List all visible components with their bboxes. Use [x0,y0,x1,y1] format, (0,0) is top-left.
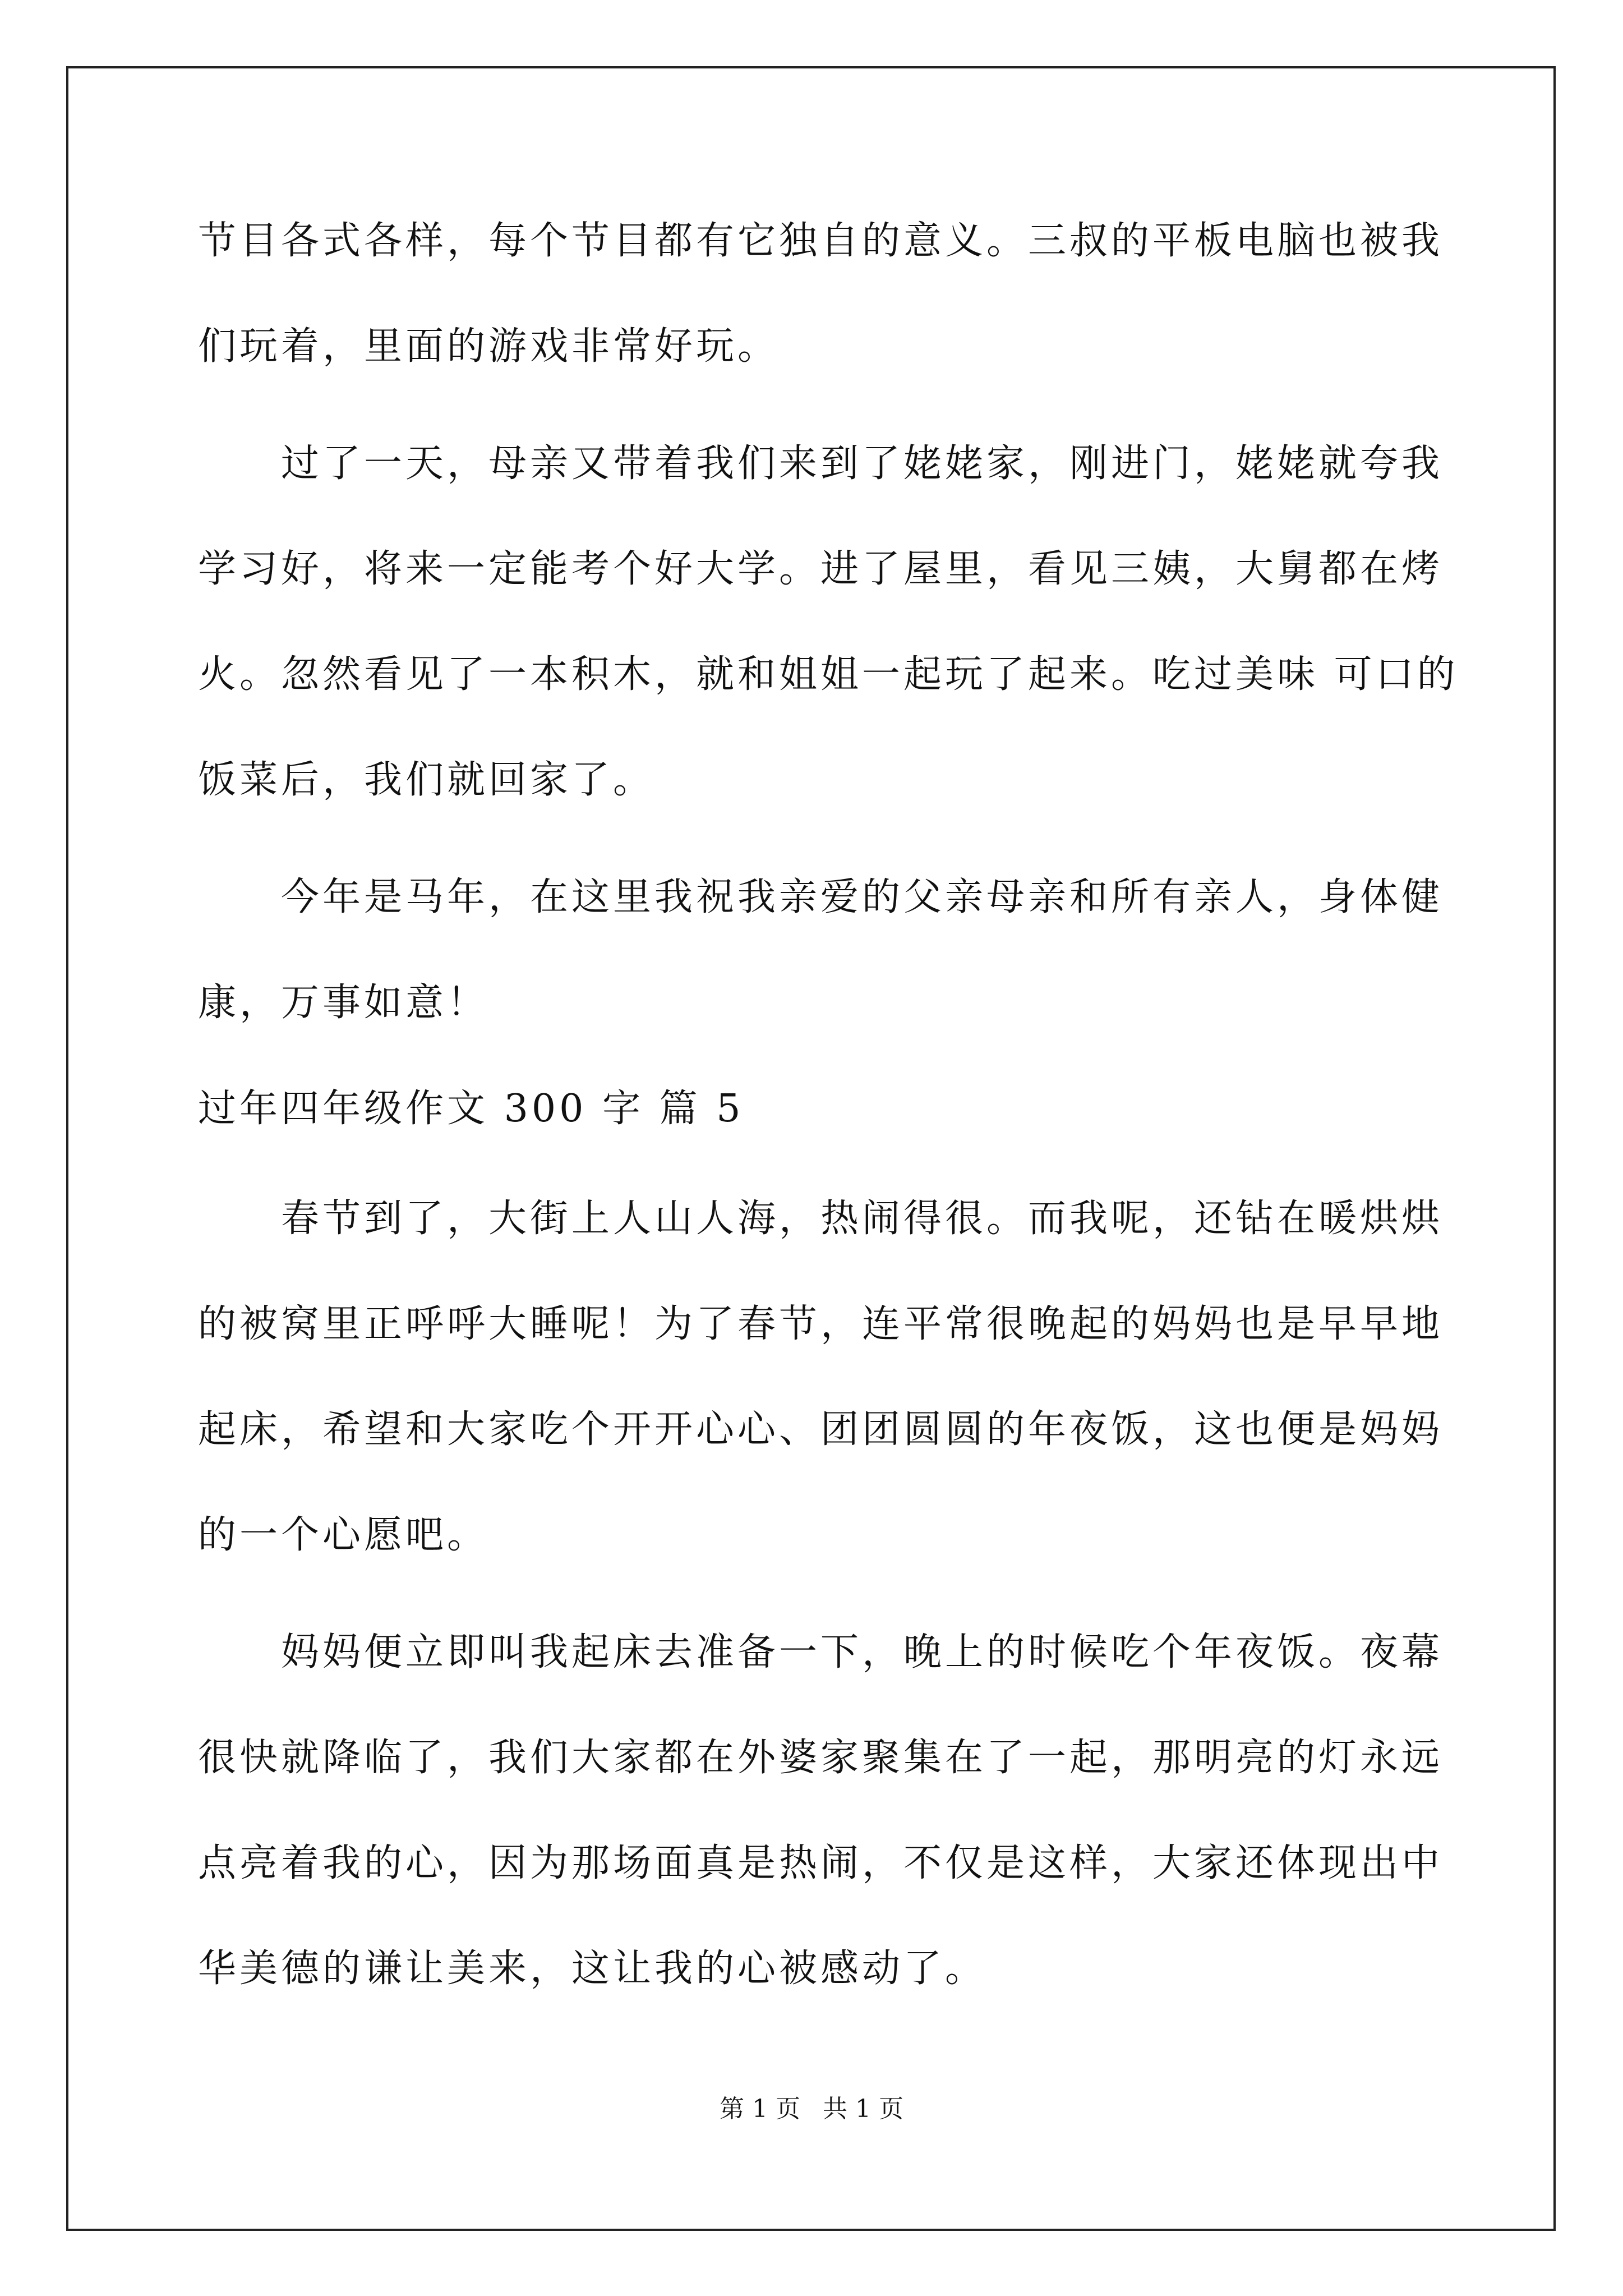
paragraph-line: 点亮着我的心，因为那场面真是热闹，不仅是这样，大家还体现出中 [198,1841,1444,1885]
paragraph-line: 学习好，将来一定能考个好大学。进了屋里，看见三姨，大舅都在烤 [198,547,1444,591]
paragraph-line: 春节到了，大街上人山人海，热闹得很。而我呢，还钻在暖烘烘 [281,1197,1444,1241]
paragraph-line: 火。忽然看见了一本积木，就和姐姐一起玩了起来。吃过美味 可口的 [198,652,1459,697]
section-title: 过年四年级作文 300 字 篇 5 [198,1087,744,1131]
page-footer [0,2092,1623,2126]
paragraph-line: 很快就降临了，我们大家都在外婆家聚集在了一起，那明亮的灯永远 [198,1736,1444,1780]
paragraph-line: 的一个心愿吧。 [198,1513,489,1557]
paragraph-line: 起床，希望和大家吃个开开心心、团团圆圆的年夜饭，这也便是妈妈 [198,1407,1444,1452]
page-number-total: 共 1 页 [823,2095,903,2123]
paragraph-line: 妈妈便立即叫我起床去准备一下，晚上的时候吃个年夜饭。夜幕 [281,1630,1444,1674]
paragraph-line: 们玩着，里面的游戏非常好玩。 [198,324,780,369]
page-border [66,66,1556,2231]
paragraph-line: 华美德的谦让美来，这让我的心被感动了。 [198,1947,987,1991]
paragraph-line: 节目各式各样，每个节目都有它独自的意义。三叔的平板电脑也被我 [198,219,1444,263]
paragraph-line: 饭菜后，我们就回家了。 [198,758,655,802]
paragraph-line: 的被窝里正呼呼大睡呢！为了春节，连平常很晚起的妈妈也是早早地 [198,1302,1444,1346]
page-number-current: 第 1 页 [720,2095,800,2123]
paragraph-line: 过了一天，母亲又带着我们来到了姥姥家，刚进门，姥姥就夸我 [281,441,1444,486]
paragraph-line: 今年是马年，在这里我祝我亲爱的父亲母亲和所有亲人，身体健 [281,875,1444,919]
paragraph-line: 康，万事如意！ [198,981,489,1025]
